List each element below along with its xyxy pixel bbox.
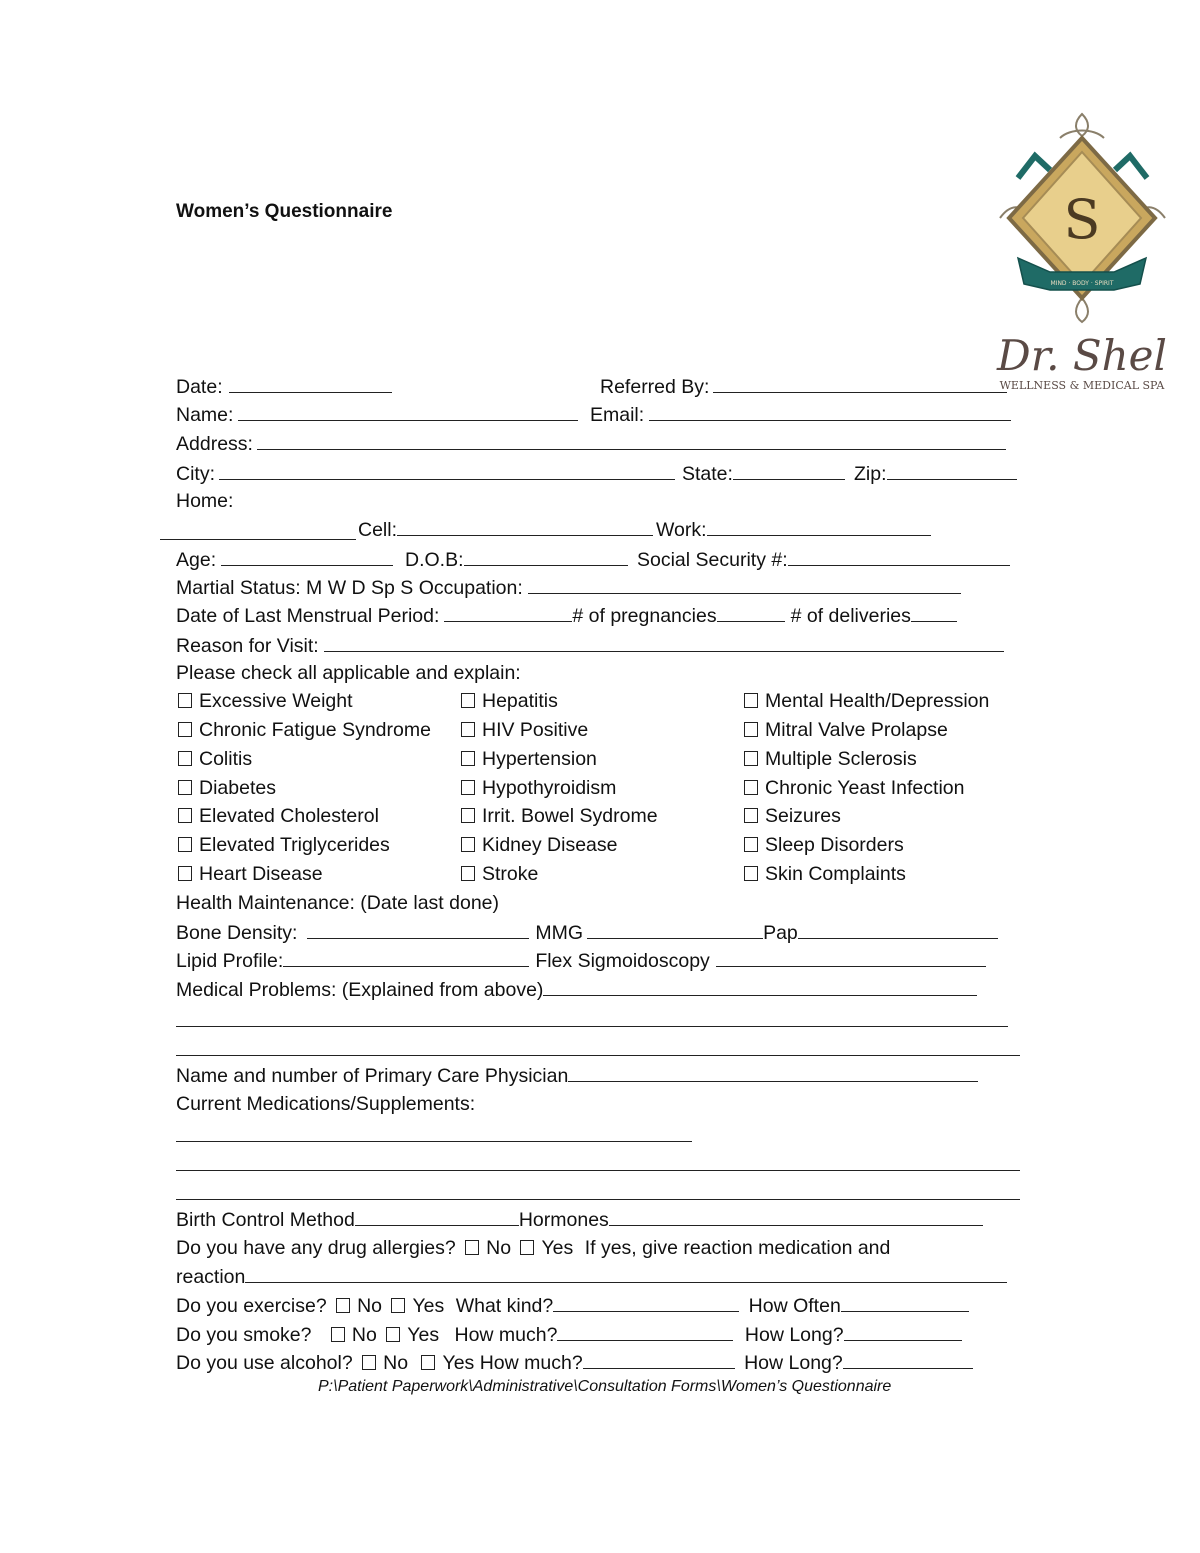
condition-item[interactable]	[461, 861, 658, 890]
condition-item[interactable]	[178, 861, 431, 890]
condition-checkbox[interactable]	[178, 751, 192, 766]
condition-label: Chronic Fatigue Syndrome	[199, 719, 431, 741]
condition-item[interactable]	[461, 688, 658, 717]
page-title: Women’s Questionnaire	[176, 201, 393, 222]
exercise-no-checkbox[interactable]	[336, 1298, 350, 1313]
condition-label: Diabetes	[199, 776, 276, 799]
medications-label: Current Medications/Supplements:	[176, 1093, 476, 1115]
condition-checkbox[interactable]	[744, 693, 758, 708]
condition-checkbox[interactable]	[178, 722, 192, 737]
allergies-row[interactable]: Do you have any drug allergies? No Yes If yes, give reaction medication and	[176, 1237, 891, 1259]
zip-field[interactable]: Zip:	[854, 460, 1017, 486]
conditions-column-1	[178, 688, 431, 890]
condition-label: Stroke	[482, 862, 539, 885]
condition-label: Hypothyroidism	[482, 776, 617, 799]
file-path-footer: P:\Patient Paperwork\Administrative\Consultation Forms\Women’s Questionnaire	[318, 1378, 892, 1395]
condition-checkbox[interactable]	[178, 837, 192, 852]
conditions-column-2	[461, 688, 658, 890]
condition-label: Excessive Weight	[199, 690, 353, 712]
condition-item[interactable]	[178, 775, 431, 804]
city-field[interactable]: City:	[176, 460, 675, 486]
logo-ribbon-text: MIND · BODY · SPIRIT	[1050, 280, 1114, 287]
condition-checkbox[interactable]	[744, 866, 758, 881]
reaction-field[interactable]: reaction	[176, 1263, 1007, 1289]
exercise-row[interactable]: Do you exercise? No Yes What kind? How Often	[176, 1292, 969, 1318]
alcohol-row[interactable]: Do you use alcohol? No Yes How much? How Long?	[176, 1349, 973, 1375]
condition-item[interactable]	[461, 775, 658, 804]
condition-item[interactable]	[461, 717, 658, 746]
condition-label: Irrit. Bowel Sydrome	[482, 805, 658, 828]
medical-problems-field[interactable]: Medical Problems: (Explained from above)	[176, 976, 977, 1002]
condition-label: Heart Disease	[199, 862, 323, 885]
condition-label: Mental Health/Depression	[765, 690, 990, 712]
condition-item[interactable]	[461, 832, 658, 861]
condition-label: Elevated Triglycerides	[199, 834, 390, 857]
dob-field[interactable]: D.O.B:	[405, 546, 628, 572]
condition-checkbox[interactable]	[178, 866, 192, 881]
home-label: Home:	[176, 490, 234, 512]
medications-line-3[interactable]	[176, 1199, 1020, 1200]
name-field[interactable]: Name:	[176, 401, 578, 427]
medical-problems-line-3[interactable]	[176, 1055, 1020, 1056]
smoke-yes-checkbox[interactable]	[386, 1327, 400, 1342]
condition-item[interactable]	[178, 746, 431, 775]
condition-checkbox[interactable]	[744, 722, 758, 737]
alcohol-yes-checkbox[interactable]	[421, 1355, 435, 1370]
condition-item[interactable]	[744, 688, 989, 717]
condition-item[interactable]	[178, 832, 431, 861]
condition-item[interactable]	[178, 717, 431, 746]
bone-density-row[interactable]: Bone Density: MMG Pap	[176, 919, 998, 945]
condition-label: Chronic Yeast Infection	[765, 776, 965, 799]
condition-label: Multiple Sclerosis	[765, 747, 917, 770]
condition-checkbox[interactable]	[744, 780, 758, 795]
spa-logo	[990, 108, 1175, 393]
condition-label: HIV Positive	[482, 719, 589, 741]
condition-label: Elevated Cholesterol	[199, 805, 379, 828]
alcohol-no-checkbox[interactable]	[362, 1355, 376, 1370]
conditions-column-3	[744, 688, 989, 890]
medical-problems-line-2[interactable]	[176, 1026, 1008, 1027]
condition-item[interactable]	[744, 746, 989, 775]
condition-label: Seizures	[765, 805, 841, 828]
lmp-field[interactable]: Date of Last Menstrual Period: # of pregnancies # of deliveries	[176, 602, 957, 628]
condition-item[interactable]	[744, 803, 989, 832]
condition-checkbox[interactable]	[744, 751, 758, 766]
condition-checkbox[interactable]	[461, 722, 475, 737]
condition-label: Skin Complaints	[765, 862, 906, 885]
email-field[interactable]: Email:	[590, 401, 1011, 427]
allergies-no-checkbox[interactable]	[465, 1240, 479, 1255]
condition-item[interactable]	[744, 717, 989, 746]
smoke-no-checkbox[interactable]	[331, 1327, 345, 1342]
logo-monogram: S	[1063, 188, 1101, 251]
exercise-yes-checkbox[interactable]	[391, 1298, 405, 1313]
condition-label: Kidney Disease	[482, 834, 618, 857]
condition-checkbox[interactable]	[178, 808, 192, 823]
condition-checkbox[interactable]	[461, 866, 475, 881]
condition-label: Sleep Disorders	[765, 834, 904, 857]
date-field[interactable]: Date:	[176, 373, 392, 399]
check-prompt: Please check all applicable and explain:	[176, 662, 521, 684]
condition-checkbox[interactable]	[461, 780, 475, 795]
condition-checkbox[interactable]	[178, 693, 192, 708]
logo-script: Dr. Shel	[997, 331, 1167, 380]
condition-checkbox[interactable]	[461, 693, 475, 708]
condition-item[interactable]	[178, 803, 431, 832]
pcp-field[interactable]: Name and number of Primary Care Physician	[176, 1062, 978, 1088]
referred-by-field[interactable]: Referred By:	[600, 373, 1007, 399]
condition-checkbox[interactable]	[178, 780, 192, 795]
work-field[interactable]: Work:	[656, 516, 931, 542]
condition-checkbox[interactable]	[744, 837, 758, 852]
reason-field[interactable]: Reason for Visit:	[176, 632, 1004, 658]
home-phone-input[interactable]	[160, 539, 356, 540]
condition-item[interactable]	[744, 861, 989, 890]
condition-label: Mitral Valve Prolapse	[765, 719, 948, 741]
health-header: Health Maintenance: (Date last done)	[176, 892, 500, 914]
condition-checkbox[interactable]	[461, 837, 475, 852]
condition-label: Hepatitis	[482, 690, 558, 712]
medications-line-2[interactable]	[176, 1170, 1020, 1171]
marital-occupation-field[interactable]: Martial Status: M W D Sp S Occupation:	[176, 574, 961, 600]
logo-subtitle: WELLNESS & MEDICAL SPA	[999, 379, 1165, 392]
smoke-row[interactable]: Do you smoke? No Yes How much? How Long?	[176, 1321, 962, 1347]
condition-item[interactable]	[178, 688, 431, 717]
state-field[interactable]: State:	[682, 460, 845, 486]
cell-field[interactable]: Cell:	[358, 516, 653, 542]
lipid-row[interactable]: Lipid Profile: Flex Sigmoidoscopy	[176, 947, 986, 973]
medications-line-1[interactable]	[176, 1141, 692, 1142]
condition-checkbox[interactable]	[461, 751, 475, 766]
condition-item[interactable]	[461, 803, 658, 832]
allergies-yes-checkbox[interactable]	[520, 1240, 534, 1255]
condition-label: Hypertension	[482, 747, 597, 770]
age-field[interactable]: Age:	[176, 546, 393, 572]
condition-item[interactable]	[744, 775, 989, 804]
ssn-field[interactable]: Social Security #:	[637, 546, 1010, 572]
address-field[interactable]: Address:	[176, 430, 1006, 456]
condition-label: Colitis	[199, 747, 253, 770]
condition-checkbox[interactable]	[461, 808, 475, 823]
condition-item[interactable]	[744, 832, 989, 861]
condition-item[interactable]	[461, 746, 658, 775]
birth-control-row[interactable]: Birth Control Method Hormones	[176, 1206, 983, 1232]
condition-checkbox[interactable]	[744, 808, 758, 823]
